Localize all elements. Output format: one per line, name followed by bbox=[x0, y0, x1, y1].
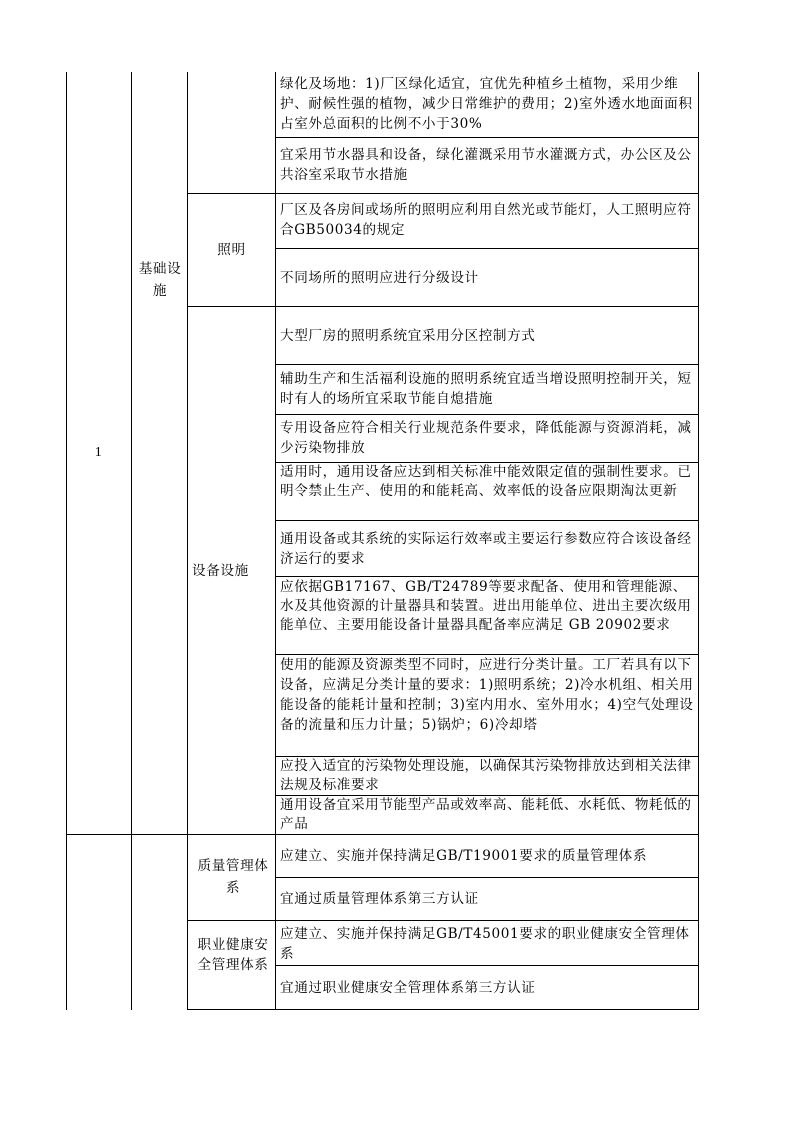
requirement-text: 辅助生产和生活福利设施的照明系统宜适当增设照明控制开关，短时有人的场所宜采取节能自熄措施 bbox=[280, 371, 692, 407]
section-quality-system: 质量管理体系 bbox=[197, 858, 269, 896]
section-equipment: 设备设施 bbox=[192, 563, 249, 579]
requirement-text: 宜通过质量管理体系第三方认证 bbox=[280, 891, 479, 907]
requirement-text: 宜采用节水器具和设备，绿化灌溉采用节水灌溉方式，办公区及公共浴室采取节水措施 bbox=[280, 147, 692, 183]
requirement-text: 不同场所的照明应进行分级设计 bbox=[280, 270, 479, 286]
requirement-text: 通用设备宜采用节能型产品或效率高、能耗低、水耗低、物耗低的产品 bbox=[280, 797, 692, 832]
requirement-text: 专用设备应符合相关行业规范条件要求，降低能源与资源消耗，减少污染物排放 bbox=[280, 420, 692, 456]
table-border-line bbox=[698, 72, 699, 1009]
requirement-text: 使用的能源及资源类型不同时，应进行分类计量。工厂若具有以下设备，应满足分类计量的要求：1)照明系统；2)冷水机组、相关用能设备的能耗计量和控制；3)室内用水、室外用水；4)空气处理设备的流量和压力计量；5)锅炉；6)冷却塔 bbox=[280, 657, 694, 733]
category-label: 基础设施 bbox=[138, 261, 182, 299]
requirement-text: 应依据GB17167、GB/T24789等要求配备、使用和管理能源、水及其他资源的计量器具和装置。进出用能单位、进出主要次级用能单位、主要用能设备计量器具配备率应满足 GB 20902要求 bbox=[280, 579, 692, 633]
table-border-line bbox=[187, 306, 699, 307]
requirement-text: 应建立、实施并保持满足GB/T19001要求的质量管理体系 bbox=[280, 848, 648, 864]
requirement-text: 应投入适宜的污染物处理设施，以确保其污染物排放达到相关法律法规及标准要求 bbox=[280, 758, 692, 793]
table-border-line bbox=[275, 248, 699, 249]
table-border-line bbox=[275, 877, 699, 878]
table-border-line bbox=[187, 1009, 699, 1010]
table-border-line bbox=[275, 965, 699, 966]
requirement-text: 应建立、实施并保持满足GB/T45001要求的职业健康安全管理体系 bbox=[280, 926, 690, 962]
requirement-text: 大型厂房的照明系统宜采用分区控制方式 bbox=[280, 328, 536, 344]
table-border-line bbox=[275, 414, 699, 415]
table-border-line bbox=[275, 520, 699, 521]
requirement-text: 厂区及各房间或场所的照明应利用自然光或节能灯，人工照明应符合GB50034的规定 bbox=[280, 202, 692, 238]
table-border-line bbox=[66, 834, 699, 835]
table-border-line bbox=[275, 72, 276, 1009]
requirement-text: 宜通过职业健康安全管理体系第三方认证 bbox=[280, 980, 536, 996]
table-border-line bbox=[275, 364, 699, 365]
requirement-text: 通用设备或其系统的实际运行效率或主要运行参数应符合该设备经济运行的要求 bbox=[280, 531, 692, 567]
table-border-line bbox=[275, 576, 699, 577]
section-lighting: 照明 bbox=[217, 242, 246, 258]
requirement-text: 绿化及场地：1)厂区绿化适宜，宜优先种植乡土植物，采用少维护、耐候性强的植物，减少日常维护的费用；2)室外透水地面面积占室外总面积的比例不小于30% bbox=[280, 76, 693, 132]
section-ohs-system: 职业健康安全管理体系 bbox=[197, 937, 269, 973]
row-index: 1 bbox=[94, 445, 103, 460]
table-border-line bbox=[275, 137, 699, 138]
table-border-line bbox=[131, 72, 132, 1010]
requirement-text: 适用时，通用设备应达到相关标准中能效限定值的强制性要求。已明令禁止生产、使用的和能耗高、效率低的设备应限期淘汰更新 bbox=[280, 464, 692, 499]
table-border-line bbox=[187, 920, 699, 921]
